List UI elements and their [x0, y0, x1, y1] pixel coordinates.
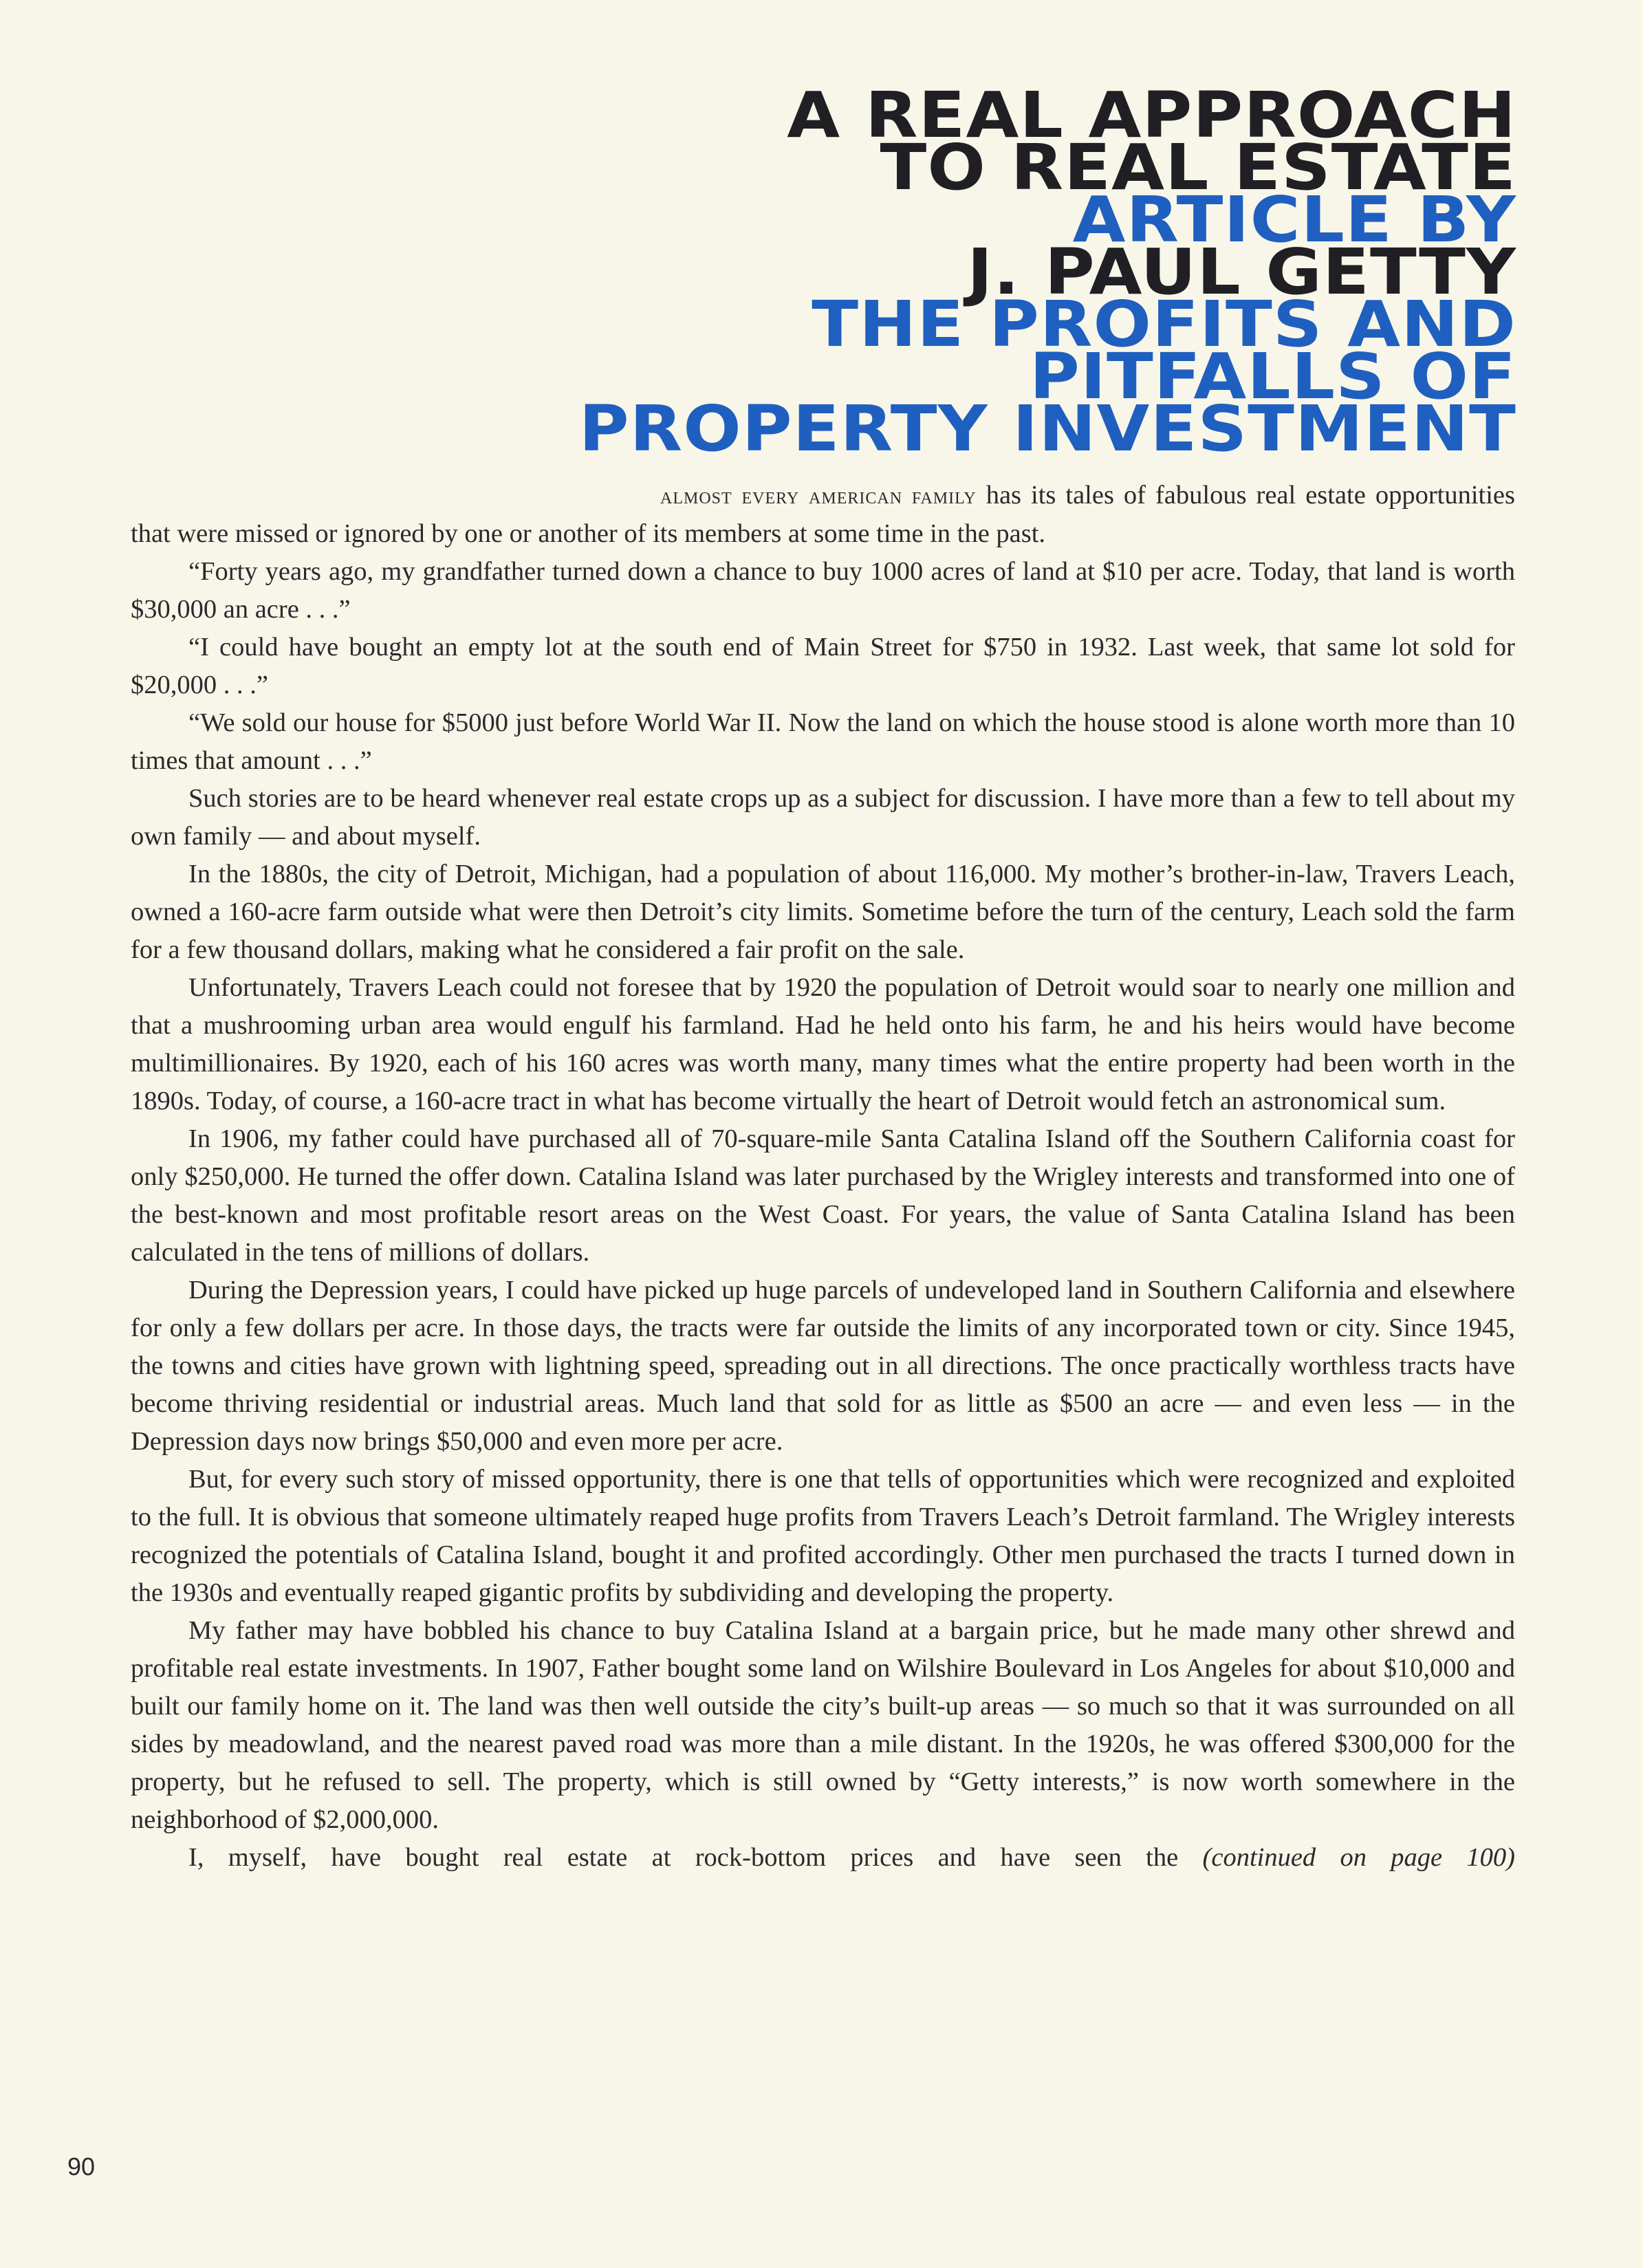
article-paragraph-2: “Forty years ago, my grandfather turned down a chance to buy 1000 acres of land at $10 per acre. Today, that land is worth $30,000 an acre . . .” — [131, 557, 1515, 624]
paragraph-12-text: I, myself, have bought real estate at rock-bottom prices and have seen the — [188, 1843, 1179, 1872]
article-paragraph-10: But, for every such story of missed opportunity, there is one that tells of opportunities which were recognized and exploited to the full. It is obvious that someone ultimately reaped huge profits from Travers Leach’s Detroit farmland. The Wrigley interests recognized the potentials of Catalina Island, bought it and profited accordingly. Other men purchased the tracts I turned down in the 1930s and eventually reaped gigantic profits by subdividing and developing the property. — [131, 1465, 1515, 1607]
continued-on-page-link[interactable]: (continued on page 100) — [1202, 1843, 1515, 1872]
article-paragraph-7: Unfortunately, Travers Leach could not foresee that by 1920 the population of Detroit would soar to nearly one million and that a mushrooming urban area would engulf his farmland. Had he held onto his farm, he and his heirs would have become multimillionaires. By 1920, each of his 160 acres was worth many, many times what the entire property had been worth in the 1890s. Today, of course, a 160-acre tract in what has become virtually the heart of Detroit would fetch an astronomical sum. — [131, 973, 1515, 1115]
headline-author: J. PAUL GETTY — [967, 235, 1516, 309]
article-paragraph-8: In 1906, my father could have purchased all of 70-square-mile Santa Catalina Island off the Southern California coast for only $250,000. He turned the offer down. Catalina Island was later purchased by the Wrigley interests and transformed into one of the best-known and most profitable resort areas on the West Coast. For years, the value of Santa Catalina Island has been calculated in the tens of millions of dollars. — [131, 1124, 1515, 1267]
article-paragraph-3: “I could have bought an empty lot at the south end of Main Street for $750 in 1932. Last week, that same lot sold for $20,000 . . .” — [131, 633, 1515, 699]
page-number: 90 — [67, 2152, 96, 2181]
article-paragraph-12 — [131, 1839, 1515, 1877]
article-paragraph-6: In the 1880s, the city of Detroit, Michigan, had a population of about 116,000. My mother’s brother-in-law, Travers Leach, owned a 160-acre farm outside what were then Detroit’s city limits. Sometime before the turn of the century, Leach sold the farm for a few thousand dollars, making what he considered a fair profit on the sale. — [131, 860, 1515, 964]
article-body — [131, 477, 1515, 1877]
article-paragraph-11: My father may have bobbled his chance to buy Catalina Island at a bargain price, but he made many other shrewd and profitable real estate investments. In 1907, Father bought some land on Wilshire Boulevard in Los Angeles for about $10,000 and built our family home on it. The land was then well outside the city’s built-up areas — so much so that it was surrounded on all sides by meadowland, and the nearest paved road was more than a mile distant. In the 1920s, he was offered $300,000 for the property, but he refused to sell. The property, which is still owned by “Getty interests,” is now worth somewhere in the neighborhood of $2,000,000. — [131, 1616, 1515, 1834]
article-paragraph-4: “We sold our house for $5000 just before World War II. Now the land on which the house stood is alone worth more than 10 times that amount . . .” — [131, 708, 1515, 775]
headline-title-line-2: TO REAL ESTATE — [880, 131, 1516, 204]
paragraph-1-text: has its tales of fabulous real estate opportunities that were missed or ignored by one or another of its members at some time in the past. — [131, 481, 1515, 548]
headline-subtitle-line-2: PITFALLS OF — [1030, 340, 1516, 413]
headline-byline-line-1: ARTICLE BY — [1072, 183, 1516, 257]
headline-title-line-1: A REAL APPROACH — [787, 78, 1516, 152]
article-headline — [254, 78, 1516, 466]
headline-subtitle-line-3: PROPERTY INVESTMENT — [578, 392, 1516, 466]
article-paragraph-5: Such stories are to be heard whenever real estate crops up as a subject for discussion. I have more than a few to tell about my own family — and about myself. — [131, 784, 1515, 851]
article-paragraph-9: During the Depression years, I could have picked up huge parcels of undeveloped land in Southern California and elsewhere for only a few dollars per acre. In those days, the tracts were far outside the limits of any incorporated town or city. Since 1945, the towns and cities have grown with lightning speed, spreading out in all directions. The once practically worthless tracts have become thriving residential or industrial areas. Much land that sold for as little as $500 an acre — and even less — in the Depression days now brings $50,000 and even more per acre. — [131, 1276, 1515, 1456]
article-paragraph-1 — [131, 477, 1515, 553]
lead-in-text: almost every american family — [660, 483, 977, 509]
headline-subtitle-line-1: THE PROFITS AND — [812, 287, 1516, 361]
